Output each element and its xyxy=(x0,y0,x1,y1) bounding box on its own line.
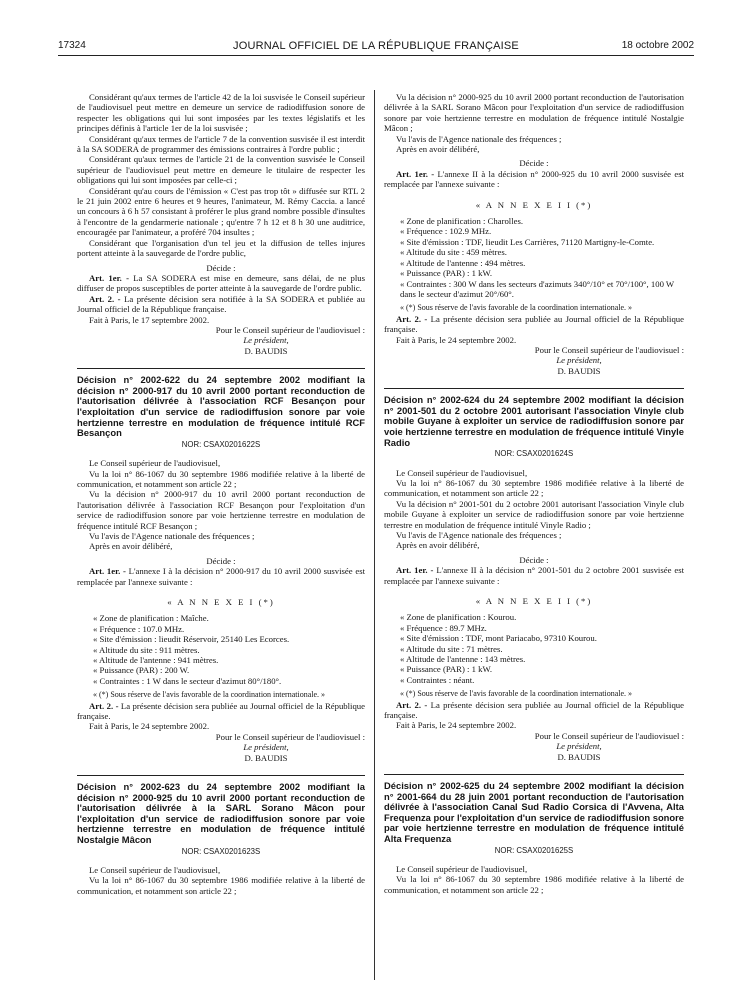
article-2 xyxy=(77,294,365,315)
annexe-item: « Puissance (PAR) : 1 kW. xyxy=(400,268,493,279)
paragraph: Vu la décision n° 2000-925 du 10 avril 2000 portant reconduction de l'autorisation délivrée à la SARL Sorano Mâcon pour l'exploitation d'un service de radiodiffusion sonore par voie hertzienne terrestre en modulation de fréquence intitulé Nostalgie Mâcon ; xyxy=(384,92,684,134)
annexe-item: « Contraintes : 300 W dans les secteurs d'azimuts 340°/10° et 70°/100°, 100 W dans le secteur d'azimut 20°/60°. xyxy=(400,278,674,299)
annexe-item: « Altitude du site : 71 mètres. xyxy=(400,643,503,654)
article-text: L'annexe II à la décision n° 2001-501 du 2 octobre 2001 susvisée est remplacée par l'annexe suivante : xyxy=(384,565,685,586)
decide-heading: Décide : xyxy=(206,555,236,566)
article-2 xyxy=(77,701,365,722)
decide-heading: Décide : xyxy=(206,262,236,273)
annexe-item: « Fréquence : 102.9 MHz. xyxy=(400,226,492,237)
signature-name: D. BAUDIS xyxy=(244,752,288,763)
signature-for: Pour le Conseil supérieur de l'audiovisuel : xyxy=(534,730,684,741)
page-header xyxy=(58,40,694,54)
paragraph: Vu la loi n° 86-1067 du 30 septembre 1986 modifiée relative à la liberté de communication, et notamment son article 22 ; xyxy=(77,875,365,896)
article-2 xyxy=(384,700,684,721)
journal-title: JOURNAL OFFICIEL DE LA RÉPUBLIQUE FRANÇAISE xyxy=(233,40,519,52)
annexe-item: « Zone de planification : Maîche. xyxy=(93,613,209,624)
annexe-note: « (*) Sous réserve de l'avis favorable de la coordination internationale. » xyxy=(400,689,633,699)
signature-for: Pour le Conseil supérieur de l'audiovisuel : xyxy=(215,731,365,742)
paragraph: Après en avoir délibéré, xyxy=(89,541,173,552)
decision-title: Décision n° 2002-623 du 24 septembre 2002 modifiant la décision n° 2000-925 du 10 avril 2000 portant reconduction de l'autorisation délivrée à la SARL Sorano Mâcon pour l'exploitation d'un service de radiodiffusion sonore par voie hertzienne terrestre en modulation de fréquence intitulé Nostalgie Mâcon xyxy=(77,781,365,846)
header-rule xyxy=(58,55,694,56)
paragraph: Le Conseil supérieur de l'audiovisuel, xyxy=(89,865,221,876)
annexe-item: « Site d'émission : TDF, lieudit Les Carrières, 71120 Martigny-le-Comte. xyxy=(400,236,655,247)
annexe-item: « Altitude du site : 911 mètres. xyxy=(93,644,200,655)
section-rule xyxy=(384,774,684,775)
paragraph: Le Conseil supérieur de l'audiovisuel, xyxy=(396,864,528,875)
annexe-item: « Fréquence : 89.7 MHz. xyxy=(400,622,487,633)
paragraph: Considérant que l'organisation d'un tel jeu et la diffusion de telles injures portent atteinte à la sauvegarde de l'ordre public, xyxy=(77,237,365,259)
annexe-item: « Contraintes : 1 W dans le secteur d'azimut 80°/180°. xyxy=(93,675,282,686)
annexe-item: « Altitude de l'antenne : 941 mètres. xyxy=(93,655,219,666)
paragraph: Vu l'avis de l'Agence nationale des fréquences ; xyxy=(396,529,562,540)
paragraph: Considérant qu'aux termes de l'article 7 de la convention susvisée il est interdit à la SA SODERA de programmer des émissions contraires à l'ordre public ; xyxy=(77,133,365,155)
decide-heading: Décide : xyxy=(519,158,549,169)
issue-date: 18 octobre 2002 xyxy=(621,40,694,51)
nor-reference: NOR: CSAX0201624S xyxy=(494,449,574,459)
article-1 xyxy=(77,273,365,294)
section-rule xyxy=(384,388,684,389)
nor-reference: NOR: CSAX0201625S xyxy=(494,845,574,855)
paragraph: Après en avoir délibéré, xyxy=(396,144,480,155)
annexe-item: « Altitude du site : 459 mètres. xyxy=(400,247,507,258)
annexe-item: « Site d'émission : TDF, mont Pariacabo, 97310 Kourou. xyxy=(400,633,597,644)
article-1 xyxy=(384,565,684,586)
fait-line: Fait à Paris, le 24 septembre 2002. xyxy=(396,334,517,345)
paragraph: Après en avoir délibéré, xyxy=(396,540,480,551)
article-label: Art. 2. - xyxy=(396,699,428,710)
article-2 xyxy=(384,314,684,335)
section-rule xyxy=(77,368,365,369)
right-column xyxy=(384,92,684,895)
annexe-item: « Altitude de l'antenne : 494 mètres. xyxy=(400,257,526,268)
signature-name: D. BAUDIS xyxy=(557,751,601,762)
paragraph: Vu la loi n° 86-1067 du 30 septembre 1986 modifiée relative à la liberté de communication, et notamment son article 22 ; xyxy=(384,477,684,499)
article-text: L'annexe II à la décision n° 2000-925 du 10 avril 2000 susvisée est remplacée par l'annexe suivante : xyxy=(384,168,684,190)
article-1 xyxy=(384,169,684,190)
annexe-item: « Zone de planification : Charolles. xyxy=(400,216,524,227)
left-column xyxy=(77,92,365,896)
fait-line: Fait à Paris, le 24 septembre 2002. xyxy=(89,721,210,732)
paragraph: Vu la loi n° 86-1067 du 30 septembre 1986 modifiée relative à la liberté de communication, et notamment son article 22 ; xyxy=(77,468,365,489)
article-text: La présente décision sera notifiée à la SA SODERA et publiée au Journal officiel de la République française. xyxy=(77,293,366,315)
signature-role: Le président, xyxy=(243,742,289,753)
annexe-item: « Fréquence : 107.0 MHz. xyxy=(93,623,185,634)
nor-reference: NOR: CSAX0201623S xyxy=(181,846,261,856)
decision-title: Décision n° 2002-625 du 24 septembre 2002 modifiant la décision n° 2001-664 du 28 juin 2001 portant reconduction de l'autorisation délivrée à l'association Canal Sud Radio Corsica di l'Avvena, Alta Frequenza pour l'exploitation d'un service de radiodiffusion sonore par voie hertzienne terrestre en modulation de fréquence intitulé Alta Frequenza xyxy=(384,780,684,845)
paragraph: Vu l'avis de l'Agence nationale des fréquences ; xyxy=(396,133,562,144)
article-label: Art. 1er. - xyxy=(89,272,129,283)
annexe-heading: « A N N E X E I I (*) xyxy=(475,596,593,606)
page-number: 17324 xyxy=(58,40,86,51)
paragraph: Considérant qu'aux termes de l'article 42 de la loi susvisée le Conseil supérieur de l'audiovisuel peut mettre en demeure un service de radiodiffusion sonore de respecter les obligations qui lui sont imposées par les textes législatifs et les principes définis à l'article 1er de la loi susvisée ; xyxy=(77,92,365,134)
annexe-item: « Puissance (PAR) : 1 kW. xyxy=(400,664,493,675)
paragraph: Vu la loi n° 86-1067 du 30 septembre 1986 modifiée relative à la liberté de communication, et notamment son article 22 ; xyxy=(384,874,684,895)
signature-role: Le président, xyxy=(556,741,602,752)
paragraph: Considérant qu'aux termes de l'article 21 de la convention susvisée le Conseil supérieur de l'audiovisuel peut mettre en demeure le titulaire de respecter les obligations qui lui sont imposées par celle-ci ; xyxy=(77,154,365,186)
signature-for: Pour le Conseil supérieur de l'audiovisuel : xyxy=(534,344,684,355)
article-label: Art. 1er. - xyxy=(89,566,126,577)
annexe-heading: « A N N E X E I (*) xyxy=(167,597,275,607)
signature-name: D. BAUDIS xyxy=(244,345,288,356)
nor-reference: NOR: CSAX0201622S xyxy=(181,439,261,449)
signature-for: Pour le Conseil supérieur de l'audiovisuel : xyxy=(215,324,365,335)
paragraph: Vu la décision n° 2000-917 du 10 avril 2000 portant reconduction de l'autorisation délivrée à l'association RCF Besançon pour l'exploitation d'un service de radiodiffusion sonore par voie hertzienne terrestre en modulation de fréquence intitulé RCF Besançon ; xyxy=(77,489,365,531)
paragraph: Le Conseil supérieur de l'audiovisuel, xyxy=(89,458,221,469)
decision-title: Décision n° 2002-622 du 24 septembre 2002 modifiant la décision n° 2000-917 du 10 avril 2000 portant reconduction de l'autorisation délivrée à l'association RCF Besançon pour l'exploitation d'un service de radiodiffusion sonore par voie hertzienne terrestre en modulation de fréquence intitulé RCF Besançon xyxy=(77,374,365,439)
decide-heading: Décide : xyxy=(519,554,549,565)
article-label: Art. 1er. - xyxy=(396,168,435,179)
fait-line: Fait à Paris, le 17 septembre 2002. xyxy=(89,314,210,325)
annexe-note: « (*) Sous réserve de l'avis favorable de la coordination internationale. » xyxy=(93,690,326,700)
article-label: Art. 2. - xyxy=(89,293,121,304)
fait-line: Fait à Paris, le 24 septembre 2002. xyxy=(396,720,517,731)
annexe-item: « Puissance (PAR) : 200 W. xyxy=(93,665,190,676)
decision-title: Décision n° 2002-624 du 24 septembre 2002 modifiant la décision n° 2001-501 du 2 octobre 2001 autorisant l'association Vinyle club mobile Guyane à exploiter un service de radiodiffusion sonore par voie hertzienne terrestre en modulation de fréquence intitulé Vinyle Radio xyxy=(384,394,684,448)
annexe-item: « Site d'émission : lieudit Réservoir, 25140 Les Ecorces. xyxy=(93,634,290,645)
paragraph: Considérant qu'au cours de l'émission « C'est pas trop tôt » diffusée sur RTL 2 le 21 juin 2002 entre 6 heures et 9 heures, l'animateur, M. Rémy Caccia. a lancé un concours à 6 h 57 consistant à proférer le plus grand nombre possible d'insultes à l'encontre de la gendarmerie nationale ; qu'entre 7 h 12 et 8 h 30 une auditrice, encouragée par l'animateur, a proféré 704 insultes ; xyxy=(77,185,365,238)
article-text: La présente décision sera publiée au Journal officiel de la République française. xyxy=(384,699,685,721)
article-label: Art. 2. - xyxy=(396,313,428,324)
annexe-item: « Zone de planification : Kourou. xyxy=(400,612,517,623)
article-text: La présente décision sera publiée au Journal officiel de la République française. xyxy=(77,700,366,722)
article-1 xyxy=(77,566,365,587)
paragraph: Le Conseil supérieur de l'audiovisuel, xyxy=(396,467,528,478)
paragraph: Vu l'avis de l'Agence nationale des fréquences ; xyxy=(89,530,255,541)
article-label: Art. 1er. - xyxy=(396,565,434,576)
annexe-item: « Contraintes : néant. xyxy=(400,674,475,685)
article-text: La SA SODERA est mise en demeure, sans délai, de ne plus diffuser de propos susceptibles de porter atteinte à la sauvegarde de l'ordre public. xyxy=(77,272,366,294)
section-rule xyxy=(77,775,365,776)
signature-name: D. BAUDIS xyxy=(557,365,601,376)
column-divider xyxy=(374,90,375,980)
annexe-note: « (*) Sous réserve de l'avis favorable de la coordination internationale. » xyxy=(400,303,633,313)
signature-role: Le président, xyxy=(243,335,289,346)
signature-role: Le président, xyxy=(556,355,602,366)
article-label: Art. 2. - xyxy=(89,700,119,711)
article-text: L'annexe I à la décision n° 2000-917 du 10 avril 2000 susvisée est remplacée par l'annexe suivante : xyxy=(77,566,365,587)
article-text: La présente décision sera publiée au Journal officiel de la République française. xyxy=(384,313,685,335)
paragraph: Vu la décision n° 2001-501 du 2 octobre 2001 autorisant l'association Vinyle club mobile Guyane à exploiter un service de radiodiffusion sonore par voie hertzienne terrestre en modulation de fréquence intitulé Vinyle Radio ; xyxy=(384,498,684,530)
annexe-item: « Altitude de l'antenne : 143 mètres. xyxy=(400,654,526,665)
annexe-heading: « A N N E X E I I (*) xyxy=(475,199,593,210)
